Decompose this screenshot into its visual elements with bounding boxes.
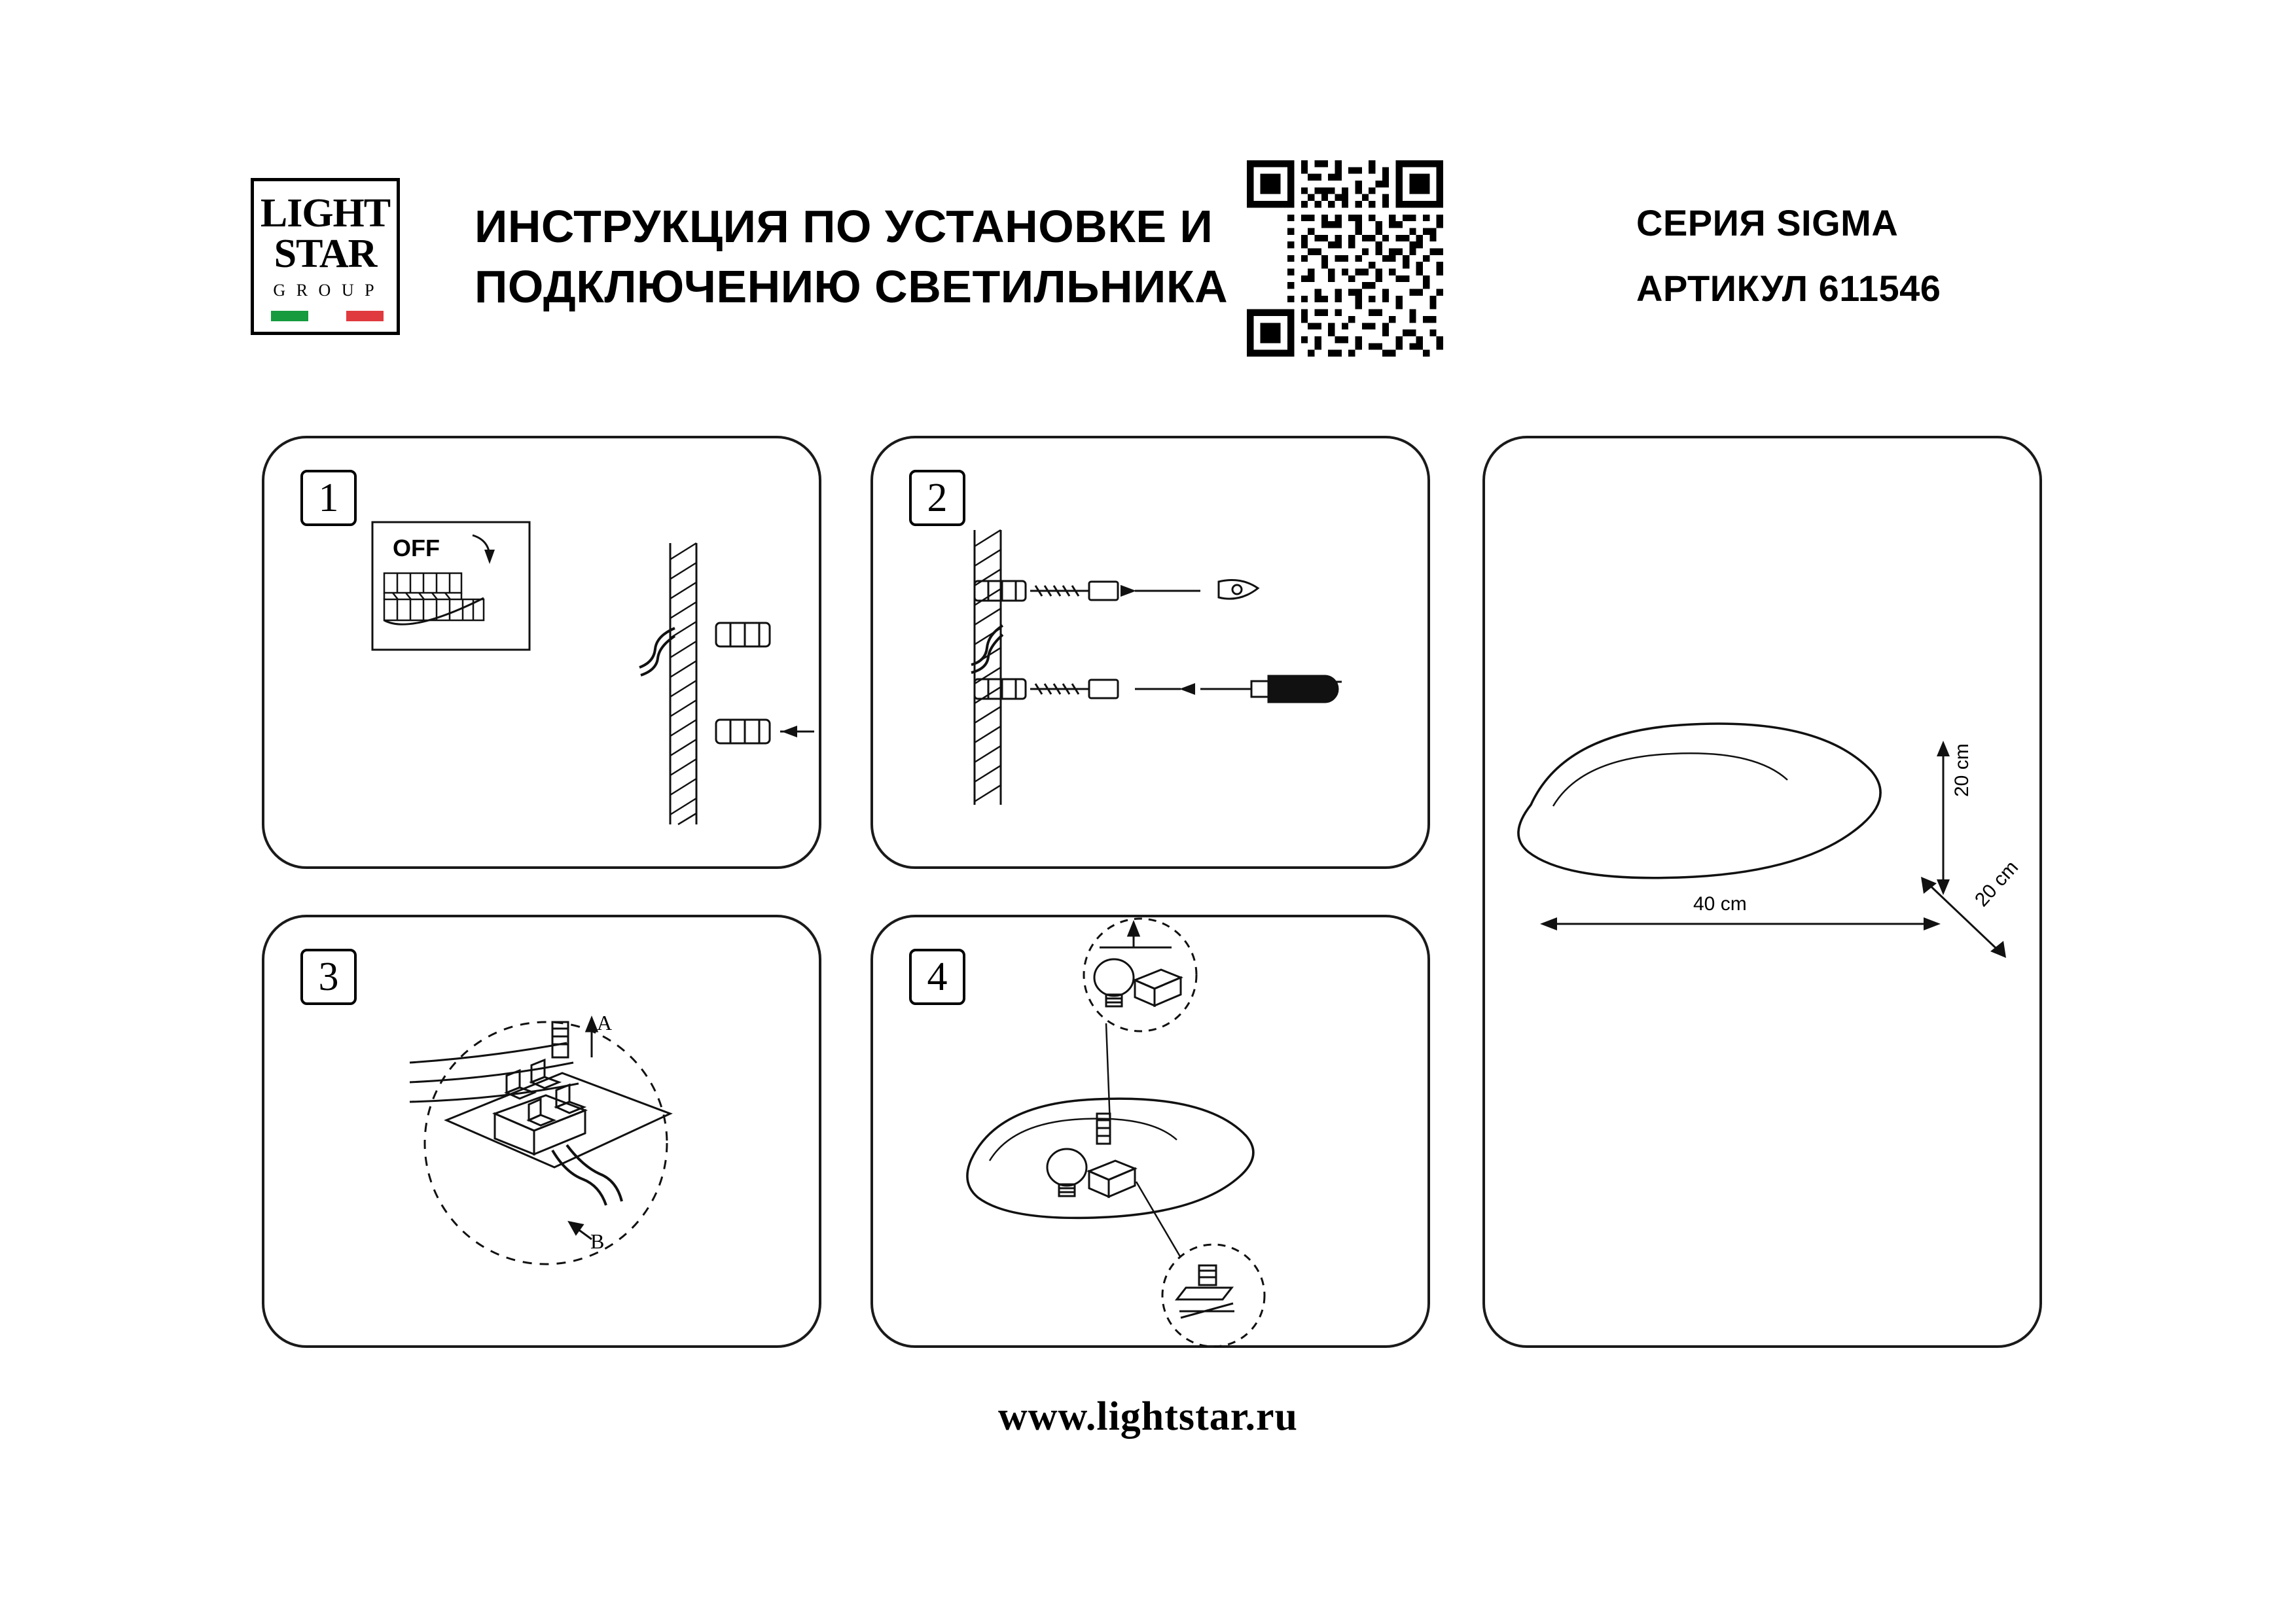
step-panel-3 [262, 915, 821, 1348]
product-series: СЕРИЯ SIGMA [1636, 202, 1899, 243]
logo-line-1: LIGHT [260, 191, 391, 236]
step-panel-4 [870, 915, 1430, 1348]
logo-subtitle: G R O U P [273, 281, 378, 300]
step-panel-2 [870, 436, 1430, 869]
svg-text:OFF: OFF [393, 535, 440, 561]
qr-code-icon [1247, 160, 1443, 357]
step-panel-1 [262, 436, 821, 869]
product-dimension-illustration [1485, 438, 2045, 1350]
svg-text:B: B [590, 1229, 605, 1253]
footer-website[interactable]: www.lightstar.ru [997, 1394, 1299, 1439]
step-number-3: 3 [300, 949, 357, 1005]
italian-flag-icon [271, 311, 384, 321]
step-4-illustration [873, 917, 1433, 1350]
step-2-illustration [873, 438, 1433, 872]
svg-text:A: A [597, 1011, 613, 1034]
step-1-illustration [264, 438, 824, 872]
dimension-height-label: 20 cm [1951, 743, 1973, 797]
brand-logo [251, 178, 400, 335]
dimension-width-label: 40 cm [1693, 893, 1747, 915]
step-number-2: 2 [909, 470, 965, 526]
logo-wordmark [254, 193, 397, 274]
logo-line-2: STAR [274, 232, 377, 276]
page-header [0, 0, 2296, 393]
product-dimensions-panel [1482, 436, 2042, 1348]
step-number-4: 4 [909, 949, 965, 1005]
product-article: АРТИКУЛ 611546 [1636, 268, 1941, 309]
page-title: ИНСТРУКЦИЯ ПО УСТАНОВКЕ И ПОДКЛЮЧЕНИЮ СВЕТИЛЬНИКА [475, 201, 1229, 312]
step-number-1: 1 [300, 470, 357, 526]
dimension-depth-label: 20 cm [1971, 856, 2023, 911]
step-3-illustration [264, 917, 824, 1350]
